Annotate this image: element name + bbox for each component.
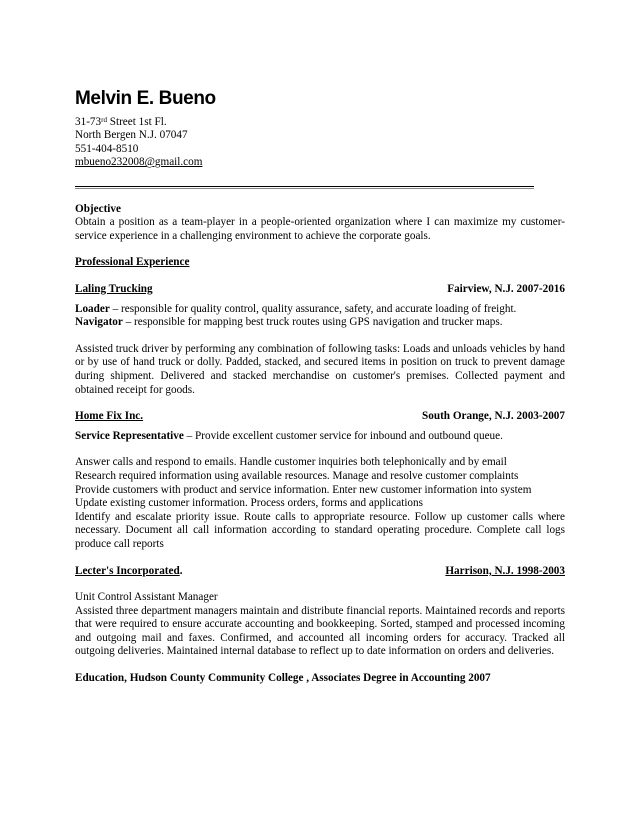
company-name: Home Fix Inc. xyxy=(75,410,144,423)
role-desc: – responsible for mapping best truck routes using GPS navigation and trucker maps. xyxy=(122,316,503,329)
job-paragraph: Answer calls and respond to emails. Handle customer inquiries both telephonically and by email xyxy=(75,456,507,469)
company-name: Lecter's Incorporated xyxy=(75,564,180,577)
address-line-1 xyxy=(75,116,565,129)
role-line xyxy=(75,316,565,330)
job-paragraph: Assisted three department managers maintain and distribute financial reports. Maintained records and reports that were required to ensure accurate accounting and bookkeeping. Sorted, stamped and processed incoming and outgoing mail and faxes. Confirmed, and accounted all incoming orders for accuracy. Tracked all outgoing deliveries. Maintained internal database to reflect up to date information on orders and deliveries. xyxy=(75,604,565,658)
objective-text: Obtain a position as a team-player in a people-oriented organization where I can maximize my customer-service experience in a challenging environment to achieve the corporate goals. xyxy=(75,216,565,242)
job-location-dates: Fairview, N.J. 2007-2016 xyxy=(447,283,565,295)
role-desc: – Provide excellent customer service for inbound and outbound queue. xyxy=(183,429,503,442)
job-paragraph: Identify and escalate priority issue. Route calls to appropriate resource. Follow up customer calls where necessary. Document all call information according to standard operating procedure. Complete call logs produce call reports xyxy=(75,510,565,550)
job-header xyxy=(75,283,565,297)
address-line-2: North Bergen N.J. 07047 xyxy=(75,129,188,142)
job-paragraph: Assisted truck driver by performing any combination of following tasks: Loads and unloads vehicles by hand or by use of hand truck or dolly. Padded, stacked, and secured items in position on truck to prevent damage during shipment. Delivered and stacked merchandise on customer's premises. Collected payment and obtained receipt for goods. xyxy=(75,342,565,396)
role-line xyxy=(75,303,565,317)
phone-number: 551-404-8510 xyxy=(75,142,139,155)
email-link[interactable]: mbueno232008@gmail.com xyxy=(75,156,203,169)
role-name: Navigator xyxy=(75,316,123,329)
company-name: Laling Trucking xyxy=(75,283,153,295)
contact-block xyxy=(75,116,565,170)
job-location-dates: Harrison, N.J. 1998-2003 xyxy=(445,564,565,577)
header-divider xyxy=(75,186,534,187)
role-line xyxy=(75,430,565,444)
experience-title: Professional Experience xyxy=(75,256,190,269)
role-desc: – responsible for quality control, quality assurance, safety, and accurate loading of freight. xyxy=(109,302,517,315)
role-name: Service Representative xyxy=(75,429,184,442)
resume-page xyxy=(75,88,565,686)
company-suffix: . xyxy=(179,564,183,577)
street-suffix: rd xyxy=(101,116,107,124)
street-number: 31-73 xyxy=(75,116,102,128)
job-header xyxy=(75,410,565,424)
job-paragraph: Provide customers with product and service information. Enter new customer information into system xyxy=(75,483,532,496)
job-location-dates: South Orange, N.J. 2003-2007 xyxy=(422,410,565,423)
job-title-line: Unit Control Assistant Manager xyxy=(75,591,218,604)
objective-title: Objective xyxy=(75,202,121,215)
job-paragraph: Update existing customer information. Process orders, forms and applications xyxy=(75,497,423,510)
role-name: Loader xyxy=(75,302,110,315)
street-name: Street 1st Fl. xyxy=(106,116,167,128)
candidate-name: Melvin E. Bueno xyxy=(75,88,216,109)
job-header xyxy=(75,565,565,579)
education-line: Education, Hudson County Community College , Associates Degree in Accounting 2007 xyxy=(75,672,491,685)
job-paragraph: Research required information using available resources. Manage and resolve customer complaints xyxy=(75,469,519,482)
